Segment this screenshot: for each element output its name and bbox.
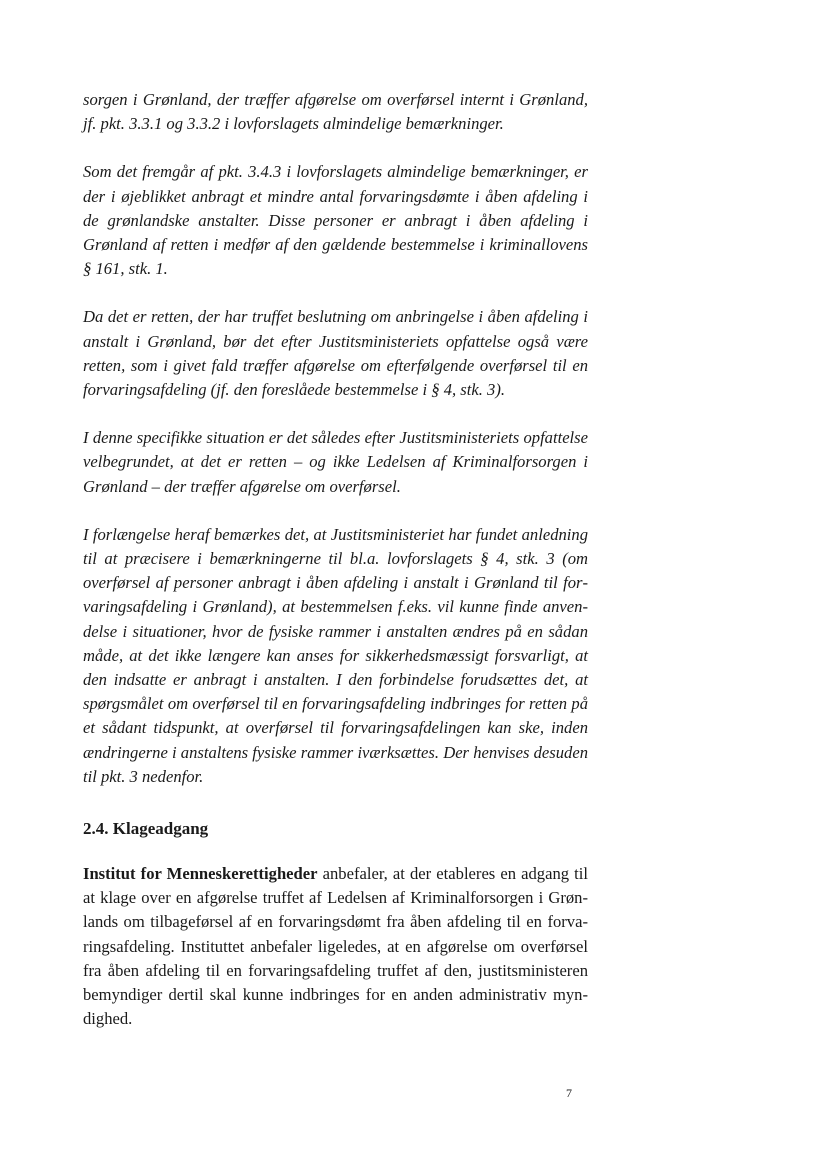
paragraph-3: Da det er retten, der har truffet beslutning om anbringelse i åben afdeling i anstalt i Grønland, bør det efter Justitsministeriets opfattelse også være retten, som i givet fald træffer afgørelse om efterfølgende overførsel til en forvaringsafdeling (jf. den foreslåede bestemmelse i § 4, stk. 3). [83, 307, 588, 400]
paragraph-5: I forlængelse heraf bemærkes det, at Justitsministeriet har fundet anledning til at præcisere i bemærkningerne til bl.a. lovforslagets § 4, stk. 3 (om overførsel af personer anbragt i åben afdeling i anstalt i Grønland til forvaringsafdeling i Grønland), at bestemmelsen f.eks. vil kunne finde anvendelse i situationer, hvor de fysiske rammer i anstalten ændres på en sådan måde, at det ikke længere kan anses for sikkerhedsmæssigt forsvarligt, at den indsatte er anbragt i anstalten. I den forbindelse forudsættes det, at spørgsmålet om overførsel til en forvaringsafdeling indbringes for retten på et sådant tidspunkt, at overførsel til forvaringsafdelingen kan ske, inden ændringerne i anstaltens fysiske rammer iværksættes. Der henvises desuden til pkt. 3 nedenfor. [83, 524, 588, 786]
paragraph-2: Som det fremgår af pkt. 3.4.3 i lovforslagets almindelige bemærkninger, er der i øjeblikket anbragt et mindre antal forvaringsdømte i åben afdeling i de grønlandske anstalter. Disse personer er anbragt i åben afdeling i Grønland af retten i medfør af den gældende bestemmelse i kriminallovens § 161, stk. 1. [83, 162, 588, 279]
paragraph-1: sorgen i Grønland, der træffer afgørelse om overførsel internt i Grønland, jf. pkt. 3.3.1 og 3.3.2 i lovforslagets almindelige bemærkninger. [83, 90, 588, 134]
page-number: 7 [566, 1086, 572, 1100]
document-page [83, 88, 588, 1032]
paragraph-4: I denne specifikke situation er det således efter Justitsministeriets opfattelse velbegrundet, at det er retten – og ikke Ledelsen af Kriminalforsorgen i Grønland – der træffer afgørelse om overførsel. [83, 428, 588, 496]
section-paragraph-text: anbefaler, at der etableres en adgang til at klage over en afgørelse truffet af Ledelsen af Kriminalforsorgen i Grønlands om tilbageførsel af en forvaringsdømt fra åben afdeling til en forvaringsafdeling. Instituttet anbefaler ligeledes, at en afgørelse om overførsel fra åben afdeling til en forvaringsafdeling truffet af den, justitsministeren bemyndiger dertil skal kunne indbringes for en anden administrativ myndighed. [83, 864, 588, 1029]
section-paragraph [83, 862, 588, 1031]
organization-name: Institut for Menneskerettigheder [83, 864, 318, 884]
section-heading: 2.4. Klageadgang [83, 819, 209, 839]
